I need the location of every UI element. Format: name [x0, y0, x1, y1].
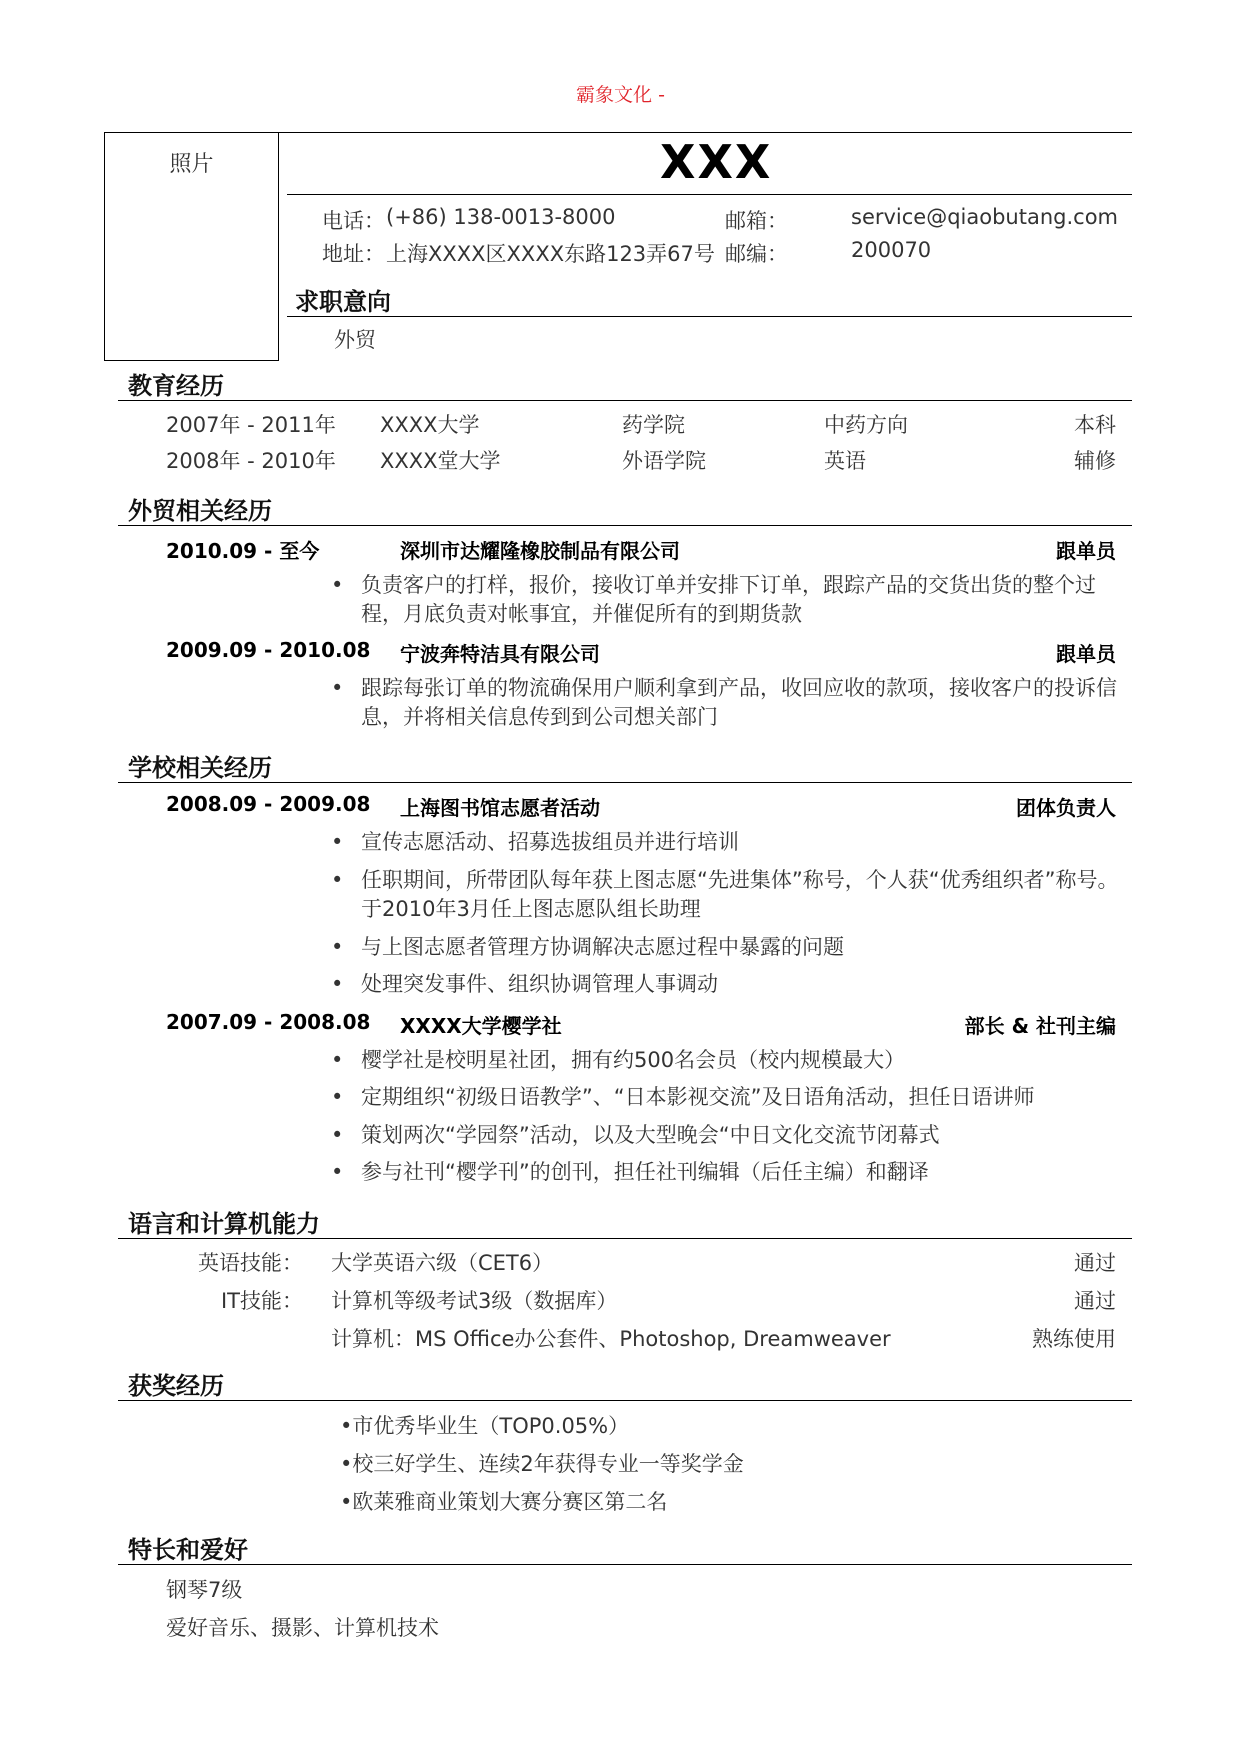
photo-placeholder — [104, 132, 279, 361]
address-value: 上海XXXX区XXXX东路123弄67号 — [386, 242, 715, 266]
name-underline — [287, 194, 1132, 195]
postcode-label: 邮编： — [725, 242, 788, 266]
job-period: 2010.09 - 至今 — [166, 539, 320, 563]
activity-org: XXXX大学樱学社 — [400, 1014, 562, 1038]
trade-experience-rule — [118, 525, 1132, 526]
job-company: 宁波奔特洁具有限公司 — [400, 642, 600, 666]
skill-label: IT技能： — [220, 1289, 303, 1313]
skill-value: 大学英语六级（CET6） — [331, 1251, 554, 1275]
candidate-name: XXX — [660, 135, 773, 189]
edu-school: XXXX堂大学 — [380, 449, 501, 473]
award-item: •欧莱雅商业策划大赛分赛区第二名 — [340, 1490, 668, 1514]
skill-value: 计算机等级考试3级（数据库） — [331, 1289, 618, 1313]
hobby-item: 钢琴7级 — [166, 1578, 243, 1602]
list-item: • 宣传志愿活动、招募选拔组员并进行培训 — [331, 830, 739, 854]
activity-org: 上海图书馆志愿者活动 — [400, 796, 600, 820]
job-role: 跟单员 — [1056, 539, 1116, 563]
skill-label: 英语技能： — [198, 1251, 303, 1275]
list-item: • 负责客户的打样，报价，接收订单并安排下订单，跟踪产品的交货出货的整个过程，月底负责对帐事宜，并催促所有的到期货款 — [331, 573, 1096, 626]
list-item: • 处理突发事件、组织协调管理人事调动 — [331, 972, 718, 996]
watermark-text: 霸象文化 - — [576, 84, 665, 106]
skills-rule — [118, 1238, 1132, 1239]
edu-major: 中药方向 — [824, 413, 908, 437]
objective-title: 求职意向 — [295, 288, 391, 316]
edu-period: 2007年 - 2011年 — [166, 413, 336, 437]
photo-label: 照片 — [169, 152, 214, 177]
hobbies-title: 特长和爱好 — [128, 1536, 248, 1564]
awards-rule — [118, 1400, 1132, 1401]
skills-title: 语言和计算机能力 — [128, 1210, 320, 1238]
job-company: 深圳市达耀隆橡胶制品有限公司 — [400, 539, 680, 563]
edu-period: 2008年 - 2010年 — [166, 449, 336, 473]
edu-school: XXXX大学 — [380, 413, 480, 437]
list-item: • 策划两次“学园祭”活动，以及大型晚会“中日文化交流节闭幕式 — [331, 1123, 940, 1147]
activity-role: 团体负责人 — [1016, 796, 1116, 820]
hobbies-rule — [118, 1564, 1132, 1565]
objective-rule — [287, 316, 1132, 317]
education-title: 教育经历 — [128, 372, 224, 400]
address-label: 地址： — [322, 242, 385, 266]
school-experience-rule — [118, 782, 1132, 783]
skill-level: 通过 — [1074, 1289, 1116, 1313]
activity-period: 2008.09 - 2009.08 — [166, 792, 371, 816]
edu-degree: 辅修 — [1074, 449, 1116, 473]
objective-value: 外贸 — [334, 328, 376, 352]
award-item: •校三好学生、连续2年获得专业一等奖学金 — [340, 1452, 744, 1476]
job-period: 2009.09 - 2010.08 — [166, 638, 371, 662]
list-item: • 任职期间，所带团队每年获上图志愿“先进集体”称号，个人获“优秀组织者”称号。于2010年3月任上图志愿队组长助理 — [331, 868, 1119, 921]
award-item: •市优秀毕业生（TOP0.05%） — [340, 1414, 630, 1438]
edu-college: 药学院 — [622, 413, 685, 437]
trade-experience-title: 外贸相关经历 — [128, 497, 272, 525]
school-experience-title: 学校相关经历 — [128, 754, 272, 782]
email-label: 邮箱： — [725, 209, 788, 233]
skill-level: 通过 — [1074, 1251, 1116, 1275]
email-value: service@qiaobutang.com — [851, 205, 1119, 229]
skill-value: 计算机：MS Office办公套件、Photoshop, Dreamweaver — [331, 1327, 891, 1351]
job-role: 跟单员 — [1056, 642, 1116, 666]
list-item: • 定期组织“初级日语教学”、“日本影视交流”及日语角活动，担任日语讲师 — [331, 1085, 1035, 1109]
activity-period: 2007.09 - 2008.08 — [166, 1010, 371, 1034]
header-top-rule — [279, 132, 1132, 133]
education-rule — [118, 400, 1132, 401]
edu-college: 外语学院 — [622, 449, 706, 473]
phone-value: (+86) 138-0013-8000 — [386, 205, 616, 229]
list-item: • 跟踪每张订单的物流确保用户顺利拿到产品，收回应收的款项，接收客户的投诉信息，并将相关信息传到到公司想关部门 — [331, 676, 1117, 729]
awards-title: 获奖经历 — [128, 1372, 224, 1400]
list-item: • 樱学社是校明星社团，拥有约500名会员（校内规模最大） — [331, 1048, 906, 1072]
edu-degree: 本科 — [1074, 413, 1116, 437]
activity-role: 部长 & 社刊主编 — [964, 1014, 1116, 1038]
phone-label: 电话： — [322, 209, 385, 233]
list-item: • 参与社刊“樱学刊”的创刊，担任社刊编辑（后任主编）和翻译 — [331, 1160, 929, 1184]
skill-level: 熟练使用 — [1032, 1327, 1116, 1351]
list-item: • 与上图志愿者管理方协调解决志愿过程中暴露的问题 — [331, 935, 844, 959]
hobby-item: 爱好音乐、摄影、计算机技术 — [166, 1616, 439, 1640]
edu-major: 英语 — [824, 449, 866, 473]
postcode-value: 200070 — [851, 238, 932, 262]
